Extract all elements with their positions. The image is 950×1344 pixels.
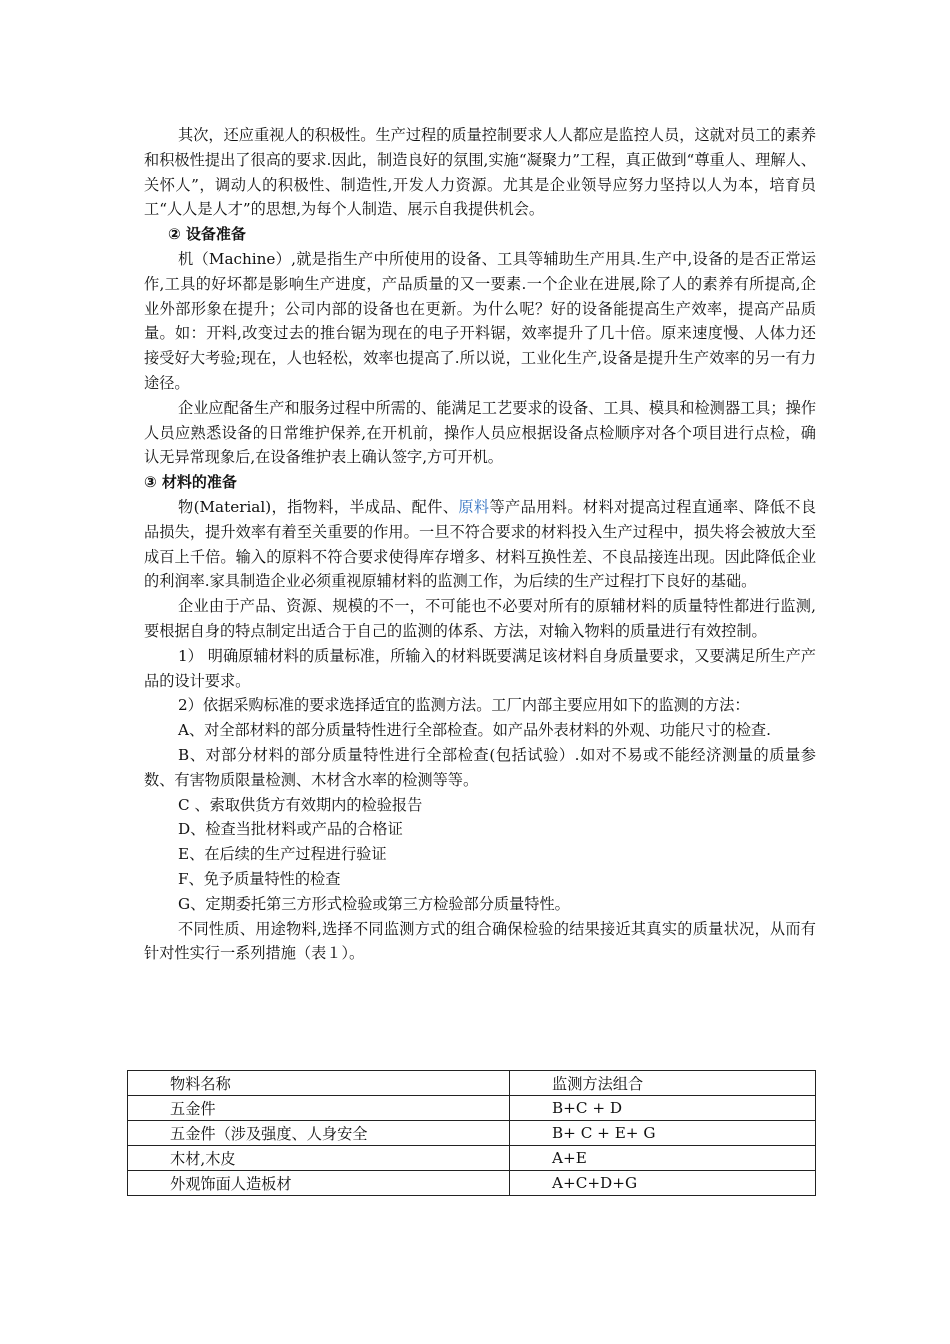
table-cell-method: B+C + D bbox=[510, 1096, 816, 1121]
section-heading-materials: ③ 材料的准备 bbox=[144, 473, 237, 492]
table-cell-material: 外观饰面人造板材 bbox=[128, 1171, 510, 1196]
paragraph-conclusion: 不同性质、用途物料,选择不同监测方式的组合确保检验的结果接近其真实的质量状况，从而有针对性实行一系列措施（表１）。 bbox=[144, 919, 816, 963]
table-row bbox=[128, 1096, 816, 1121]
document-body bbox=[144, 123, 816, 966]
table-cell-method: A+E bbox=[510, 1146, 816, 1171]
table-header-method: 监测方法组合 bbox=[510, 1071, 816, 1096]
section-heading-equipment: ② 设备准备 bbox=[168, 225, 246, 244]
table-row bbox=[128, 1171, 816, 1196]
table-header-row bbox=[128, 1071, 816, 1096]
paragraph-equipment-maintenance: 企业应配备生产和服务过程中所需的、能满足工艺要求的设备、工具、模具和检测器工具；操作人员应熟悉设备的日常维护保养,在开机前，操作人员应根据设备点检顺序对各个项目进行点检，确认无异常现象后,在设备维护表上确认签字,方可开机。 bbox=[144, 398, 816, 467]
list-item-2: 2）依据采购标准的要求选择适宜的监测方法。工厂内部主要应用如下的监测的方法： bbox=[178, 696, 750, 715]
table-cell-method: A+C+D+G bbox=[510, 1171, 816, 1196]
table-cell-material: 五金件（涉及强度、人身安全 bbox=[128, 1121, 510, 1146]
method-a: A、对全部材料的部分质量特性进行全部检查。如产品外表材料的外观、功能尺寸的检查. bbox=[178, 721, 771, 740]
method-f: F、免予质量特性的检查 bbox=[178, 869, 341, 888]
table-header-material-name: 物料名称 bbox=[128, 1071, 510, 1096]
paragraph-material-text-start: 物(Material)，指物料，半成品、配件、 bbox=[178, 497, 459, 516]
method-d: D、检查当批材料或产品的合格证 bbox=[178, 820, 403, 839]
table-cell-material: 五金件 bbox=[128, 1096, 510, 1121]
paragraph-material bbox=[144, 495, 816, 594]
table-row bbox=[128, 1146, 816, 1171]
method-g: G、定期委托第三方形式检验或第三方检验部分质量特性。 bbox=[178, 894, 570, 913]
paragraph-material-text-end: 等产品用料。材料对提高过程直通率、降低不良品损失，提升效率有着至关重要的作用。一旦不符合要求的材料投入生产过程中，损失将会被放大至成百上千倍。输入的原料不符合要求使得库存增多、材料互换性差、不良品接连出现。因此降低企业的利润率.家具制造企业必须重视原辅材料的监测工作，为后续的生产过程打下良好的基础。 bbox=[144, 497, 817, 591]
method-b: B、对部分材料的部分质量特性进行全部检查(包括试验）.如对不易或不能经济测量的质量参数、有害物质限量检测、木材含水率的检测等等。 bbox=[144, 745, 816, 789]
table-row bbox=[128, 1121, 816, 1146]
method-e: E、在后续的生产过程进行验证 bbox=[178, 845, 387, 864]
list-item-1: 1） 明确原辅材料的质量标准，所输入的材料既要满足该材料自身质量要求，又要满足所生产产品的设计要求。 bbox=[144, 646, 816, 690]
material-monitoring-table bbox=[127, 1070, 816, 1196]
paragraph-machine: 机（Machine）,就是指生产中所使用的设备、工具等辅助生产用具.生产中,设备的是否正常运作,工具的好坏都是影响生产进度，产品质量的又一要素.一个企业在进展,除了人的素养有所提高,企业外部形象在提升；公司内部的设备也在更新。为什么呢？好的设备能提高生产效率，提高产品质量。如：开料,改变过去的推台锯为现在的电子开料锯，效率提升了几十倍。原来速度慢、人体力还接受好大考验;现在，人也轻松，效率也提高了.所以说，工业化生产,设备是提升生产效率的另一有力途径。 bbox=[144, 249, 816, 392]
table-cell-material: 木材,木皮 bbox=[128, 1146, 510, 1171]
raw-material-link[interactable]: 原料 bbox=[458, 497, 490, 516]
paragraph-people: 其次，还应重视人的积极性。生产过程的质量控制要求人人都应是监控人员，这就对员工的素养和积极性提出了很高的要求.因此，制造良好的氛围,实施“凝聚力”工程，真正做到“尊重人、理解人、关怀人”，调动人的积极性、制造性,开发人力资源。尤其是企业领导应努力坚持以人为本，培育员工“人人是人才”的思想,为每个人制造、展示自我提供机会。 bbox=[144, 126, 816, 219]
method-c: C 、索取供货方有效期内的检验报告 bbox=[178, 795, 423, 814]
paragraph-monitoring-system: 企业由于产品、资源、规模的不一，不可能也不必要对所有的原辅材料的质量特性都进行监测,要根据自身的特点制定出适合于自己的监测的体系、方法，对输入物料的质量进行有效控制。 bbox=[144, 597, 816, 640]
table-cell-method: B+ C + E+ G bbox=[510, 1121, 816, 1146]
